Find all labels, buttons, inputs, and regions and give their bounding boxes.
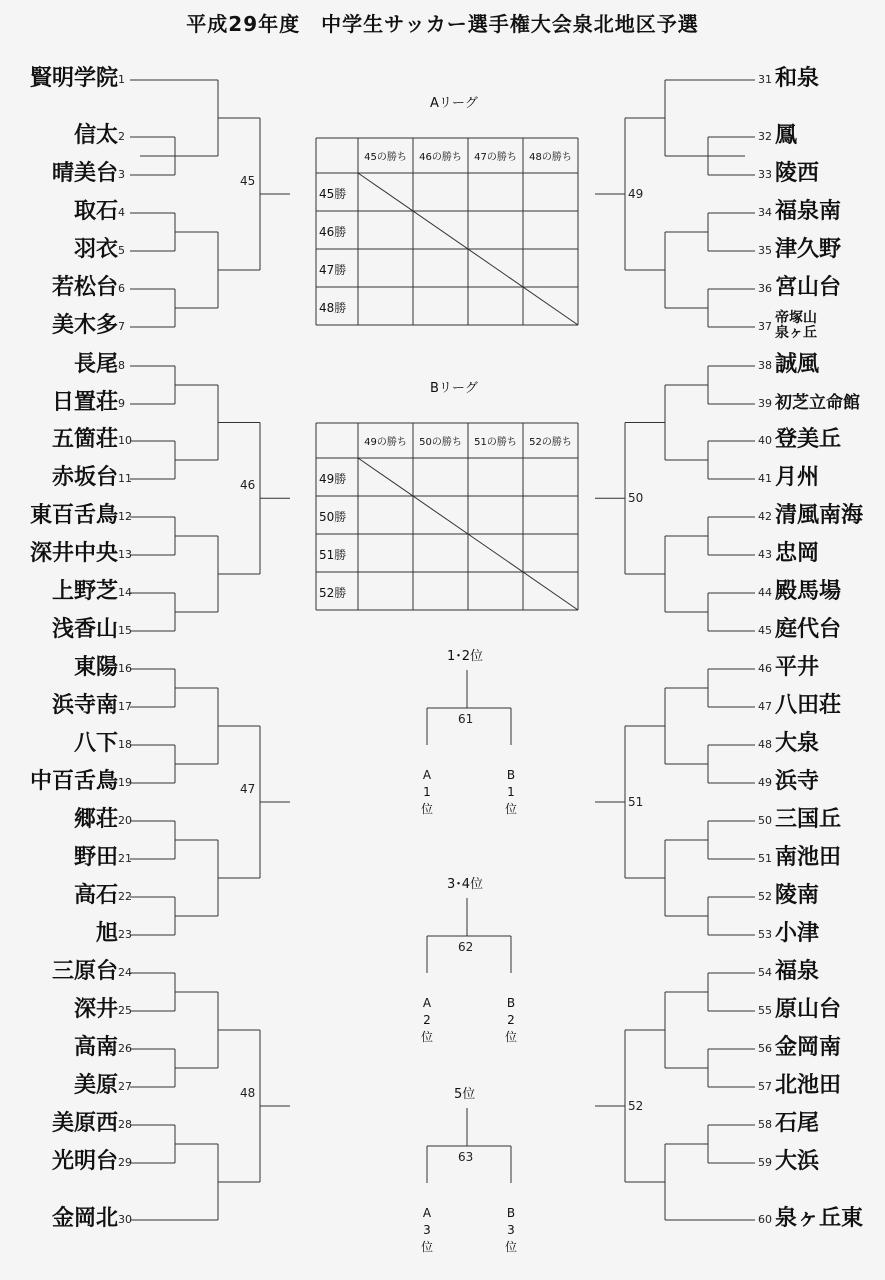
team-number: 24 — [118, 966, 132, 979]
team-name: 北池田 — [775, 1073, 842, 1098]
team-name: 高南 — [73, 1035, 118, 1060]
team-number: 15 — [118, 624, 132, 637]
team-number: 11 — [118, 472, 132, 485]
team-number: 28 — [118, 1118, 132, 1131]
final-slot-char: 位 — [504, 1030, 517, 1044]
team-number: 25 — [118, 1004, 132, 1017]
team-number: 46 — [758, 662, 772, 675]
team-number: 47 — [758, 700, 772, 713]
team-number: 8 — [118, 359, 125, 372]
team-name-line: 泉ヶ丘 — [775, 325, 817, 341]
team-number: 57 — [758, 1080, 772, 1093]
team-number: 20 — [118, 814, 132, 827]
final-slot-char: 位 — [504, 802, 517, 816]
team-name: 金岡南 — [775, 1035, 842, 1060]
league-column-header: 46の勝ち — [419, 152, 462, 163]
league-row-header: 50勝 — [319, 510, 347, 524]
match-number: 48 — [240, 1086, 256, 1100]
team-number: 12 — [118, 510, 132, 523]
team-name: 光明台 — [51, 1149, 118, 1174]
team-number: 55 — [758, 1004, 772, 1017]
team-name: 長尾 — [73, 352, 118, 377]
team-number: 2 — [118, 130, 125, 143]
team-number: 31 — [758, 73, 772, 86]
team-number: 30 — [118, 1213, 132, 1226]
team-name: 南池田 — [775, 845, 842, 870]
team-number: 1 — [118, 73, 125, 86]
final-slot-char: B — [506, 1206, 516, 1220]
team-number: 22 — [118, 890, 132, 903]
team-number: 35 — [758, 244, 772, 257]
team-name: 泉ヶ丘東 — [775, 1206, 864, 1231]
team-name: 五箇荘 — [51, 427, 118, 452]
team-name: 小津 — [775, 921, 820, 946]
team-number: 52 — [758, 890, 772, 903]
team-number: 33 — [758, 168, 772, 181]
team-number: 6 — [118, 282, 125, 295]
team-name: 八田荘 — [775, 693, 842, 718]
match-number: 46 — [240, 478, 256, 493]
team-number: 53 — [758, 928, 772, 941]
league-row-header: 47勝 — [319, 263, 347, 277]
team-name — [775, 311, 817, 341]
final-slot-char: A — [422, 768, 432, 782]
league-column-header: 49の勝ち — [364, 437, 407, 448]
final-left-slot — [418, 767, 436, 818]
team-number: 27 — [118, 1080, 132, 1093]
final-slot-char: B — [506, 996, 516, 1010]
team-name: 陵南 — [775, 883, 820, 908]
team-name: 野田 — [73, 845, 118, 870]
team-number: 5 — [118, 244, 125, 257]
team-name: 美木多 — [51, 313, 118, 338]
league-row-header: 49勝 — [319, 472, 347, 486]
final-left-slot — [418, 995, 436, 1046]
team-number: 42 — [758, 510, 772, 523]
team-name: 美原西 — [51, 1111, 118, 1136]
team-name: 日置荘 — [51, 390, 118, 415]
match-number: 45 — [240, 174, 256, 188]
final-slot-char: B — [506, 768, 516, 782]
team-name: 清風南海 — [775, 503, 864, 528]
team-number: 29 — [118, 1156, 132, 1169]
team-name: 初芝立命館 — [775, 393, 860, 413]
team-name: 月州 — [775, 465, 820, 490]
final-slot-char: 位 — [420, 802, 433, 816]
league-column-header: 47の勝ち — [474, 152, 517, 163]
league-row-header: 52勝 — [319, 586, 347, 600]
team-number: 7 — [118, 320, 125, 333]
team-name: 深井 — [73, 997, 118, 1022]
final-match-number: 63 — [458, 1150, 474, 1164]
final-title: 3･4位 — [447, 877, 484, 892]
team-name: 若松台 — [51, 275, 118, 300]
final-title: 5位 — [454, 1087, 476, 1102]
team-name: 八下 — [73, 731, 118, 756]
final-right-slot — [502, 767, 520, 818]
team-name: 三原台 — [51, 959, 118, 984]
team-name: 高石 — [73, 883, 118, 908]
team-number: 54 — [758, 966, 772, 979]
league-column-header: 52の勝ち — [529, 437, 572, 448]
team-name: 旭 — [95, 921, 118, 946]
team-name: 東陽 — [73, 655, 118, 680]
team-number: 36 — [758, 282, 772, 295]
team-number: 37 — [758, 320, 772, 333]
team-number: 21 — [118, 852, 132, 865]
team-name: 東百舌鳥 — [29, 503, 118, 528]
team-name: 郷荘 — [73, 807, 118, 832]
team-name: 浜寺 — [775, 769, 820, 794]
team-number: 49 — [758, 776, 772, 789]
team-name: 赤坂台 — [51, 465, 118, 490]
team-number: 51 — [758, 852, 772, 865]
league-column-header: 48の勝ち — [529, 152, 572, 163]
match-number: 51 — [628, 795, 644, 809]
team-name: 平井 — [775, 655, 820, 680]
final-left-slot — [418, 1205, 436, 1256]
league-title: Aリーグ — [430, 96, 478, 111]
final-slot-char: 1 — [423, 785, 431, 799]
team-number: 39 — [758, 397, 772, 410]
final-slot-char: 位 — [504, 1240, 517, 1254]
team-name: 大泉 — [775, 731, 820, 756]
team-name-line: 帝塚山 — [775, 310, 817, 326]
final-slot-char: 1 — [507, 785, 515, 799]
team-number: 23 — [118, 928, 132, 941]
team-name: 庭代台 — [775, 617, 842, 642]
team-number: 3 — [118, 168, 125, 181]
team-number: 40 — [758, 434, 772, 447]
team-name: 取石 — [73, 199, 118, 224]
team-name: 羽衣 — [73, 237, 118, 262]
team-name: 福泉南 — [775, 199, 842, 224]
team-number: 14 — [118, 586, 132, 599]
team-number: 48 — [758, 738, 772, 751]
team-number: 34 — [758, 206, 772, 219]
match-number: 50 — [628, 491, 644, 506]
team-name: 賢明学院 — [29, 66, 118, 91]
team-name: 深井中央 — [29, 541, 118, 566]
team-name: 誠風 — [775, 352, 820, 377]
final-title: 1･2位 — [447, 649, 484, 664]
team-name: 金岡北 — [51, 1206, 118, 1231]
team-number: 19 — [118, 776, 132, 789]
team-name: 三国丘 — [775, 807, 842, 832]
team-number: 17 — [118, 700, 132, 713]
team-number: 10 — [118, 434, 132, 447]
final-match-number: 61 — [458, 712, 474, 726]
final-slot-char: 2 — [507, 1013, 515, 1027]
team-number: 60 — [758, 1213, 772, 1226]
league-column-header: 50の勝ち — [419, 437, 462, 448]
final-right-slot — [502, 1205, 520, 1256]
team-number: 4 — [118, 206, 125, 219]
final-slot-char: A — [422, 996, 432, 1010]
page-title: 平成29年度 中学生サッカー選手権大会泉北地区予選 — [186, 12, 699, 36]
team-name: 陵西 — [775, 161, 820, 186]
league-column-header: 45の勝ち — [364, 152, 407, 163]
team-number: 43 — [758, 548, 772, 561]
team-number: 32 — [758, 130, 772, 143]
team-name: 鳳 — [775, 123, 798, 148]
league-row-header: 46勝 — [319, 225, 347, 239]
team-name: 津久野 — [775, 237, 842, 262]
final-slot-char: 2 — [423, 1013, 431, 1027]
team-name: 浅香山 — [51, 617, 118, 642]
team-number: 59 — [758, 1156, 772, 1169]
final-slot-char: 位 — [420, 1030, 433, 1044]
final-match-number: 62 — [458, 940, 474, 954]
team-name: 上野芝 — [51, 579, 118, 604]
team-name: 中百舌鳥 — [29, 769, 118, 794]
team-number: 9 — [118, 397, 125, 410]
team-number: 13 — [118, 548, 132, 561]
team-number: 45 — [758, 624, 772, 637]
team-number: 26 — [118, 1042, 132, 1055]
final-slot-char: 3 — [507, 1223, 515, 1237]
team-number: 41 — [758, 472, 772, 485]
team-name: 晴美台 — [51, 161, 118, 186]
final-right-slot — [502, 995, 520, 1046]
final-slot-char: 位 — [420, 1240, 433, 1254]
team-name: 原山台 — [775, 997, 842, 1022]
team-name: 殿馬場 — [775, 579, 842, 604]
team-number: 18 — [118, 738, 132, 751]
team-name: 忠岡 — [775, 541, 820, 566]
league-column-header: 51の勝ち — [474, 437, 517, 448]
team-name: 石尾 — [775, 1111, 820, 1136]
match-number: 49 — [628, 187, 644, 201]
team-name: 大浜 — [775, 1149, 820, 1174]
team-name: 信太 — [73, 123, 118, 148]
team-number: 56 — [758, 1042, 772, 1055]
team-name: 美原 — [73, 1073, 118, 1098]
match-number: 52 — [628, 1099, 644, 1113]
team-number: 50 — [758, 814, 772, 827]
team-number: 16 — [118, 662, 132, 675]
team-number: 58 — [758, 1118, 772, 1131]
final-slot-char: 3 — [423, 1223, 431, 1237]
league-row-header: 48勝 — [319, 301, 347, 315]
league-row-header: 51勝 — [319, 548, 347, 562]
final-slot-char: A — [422, 1206, 432, 1220]
team-name: 浜寺南 — [51, 693, 118, 718]
match-number: 47 — [240, 782, 256, 796]
team-name: 登美丘 — [775, 427, 842, 452]
league-row-header: 45勝 — [319, 187, 347, 201]
team-number: 38 — [758, 359, 772, 372]
team-name: 和泉 — [775, 66, 820, 91]
team-number: 44 — [758, 586, 772, 599]
league-title: Bリーグ — [430, 381, 478, 396]
team-name: 宮山台 — [775, 275, 842, 300]
team-name: 福泉 — [775, 959, 820, 984]
